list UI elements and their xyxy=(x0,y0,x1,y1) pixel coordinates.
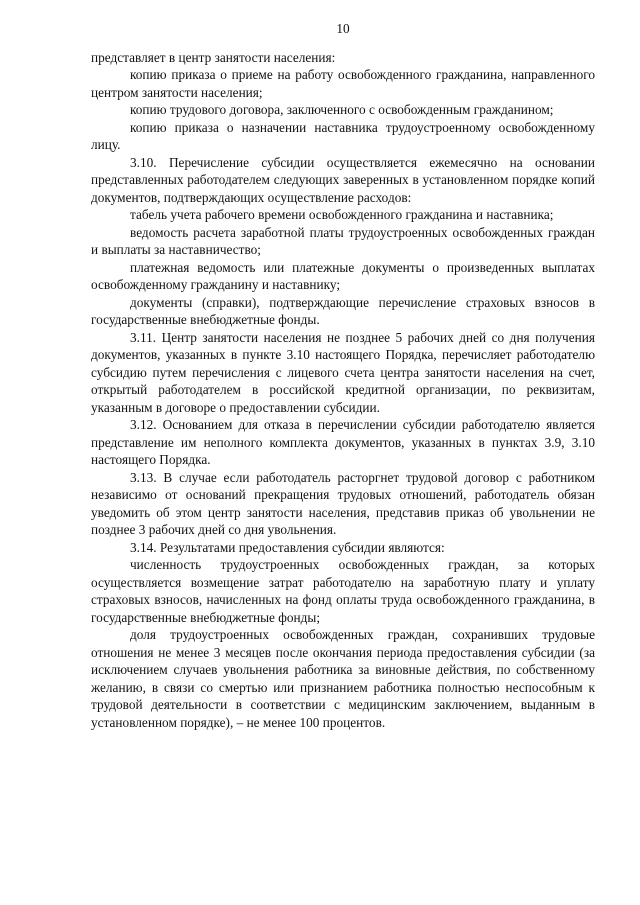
paragraph: документы (справки), подтверждающие перечисление страховых взносов в государственные внебюджетные фонды. xyxy=(91,294,595,327)
paragraph: копию трудового договора, заключенного с освобожденным гражданином; xyxy=(130,102,554,117)
paragraph: 3.11. Центр занятости населения не позднее 5 рабочих дней со дня получения документов, указанных в пункте 3.10 настоящего Порядка, перечисляет работодателю субсидию путем перечисления с лицевого счета центра занятости населения на счет, открытый работодателем в российской кредитной организации, по реквизитам, указанным в договоре о предоставлении субсидии. xyxy=(91,329,595,415)
paragraph: платежная ведомость или платежные документы о произведенных выплатах освобожденному гражданину и наставнику; xyxy=(91,259,595,292)
paragraph: ведомость расчета заработной платы трудоустроенных освобожденных граждан и выплаты за наставничество; xyxy=(91,224,595,257)
paragraph: представляет в центр занятости населения: xyxy=(91,49,336,65)
paragraph: численность трудоустроенных освобожденных граждан, за которых осуществляется возмещение затрат работодателю на заработную плату и уплату страховых взносов, начисленных на фонд оплаты труда освобожденного гражданина, в государственные внебюджетные фонды; xyxy=(91,557,595,625)
paragraph: 3.10. Перечисление субсидии осуществляется ежемесячно на основании представленных работодателем следующих заверенных в установленном порядке копий документов, подтверждающих осуществление расходов: xyxy=(91,154,595,205)
paragraph: доля трудоустроенных освобожденных граждан, сохранивших трудовые отношения не менее 3 месяцев после окончания периода предоставления субсидии (за исключением случаев увольнения работника за виновные действия, по собственному желанию, в связи со смертью или признанием работника полностью неспособным к трудовой деятельности в соответствии с медицинским заключением, выданным в установленном порядке), – не менее 100 процентов. xyxy=(91,627,595,730)
page-number: 10 xyxy=(336,21,350,36)
paragraph: 3.12. Основанием для отказа в перечислении субсидии работодателю является представление им неполного комплекта документов, указанных в пунктах 3.9, 3.10 настоящего Порядка. xyxy=(91,417,595,467)
paragraph: табель учета рабочего времени освобожденного гражданина и наставника; xyxy=(130,207,554,222)
document-page xyxy=(91,20,595,731)
paragraph: копию приказа о назначении наставника трудоустроенному освобожденному лицу. xyxy=(91,119,595,152)
paragraph: 3.14. Результатами предоставления субсидии являются: xyxy=(130,539,445,555)
paragraph: 3.13. В случае если работодатель расторгнет трудовой договор с работником независимо от оснований прекращения трудовых отношений, работодатель обязан уведомить об этом центр занятости населения, представив приказ об увольнении не позднее 3 рабочих дней со дня увольнения. xyxy=(91,469,595,537)
paragraph: копию приказа о приеме на работу освобожденного гражданина, направленного центром занятости населения; xyxy=(91,67,595,100)
